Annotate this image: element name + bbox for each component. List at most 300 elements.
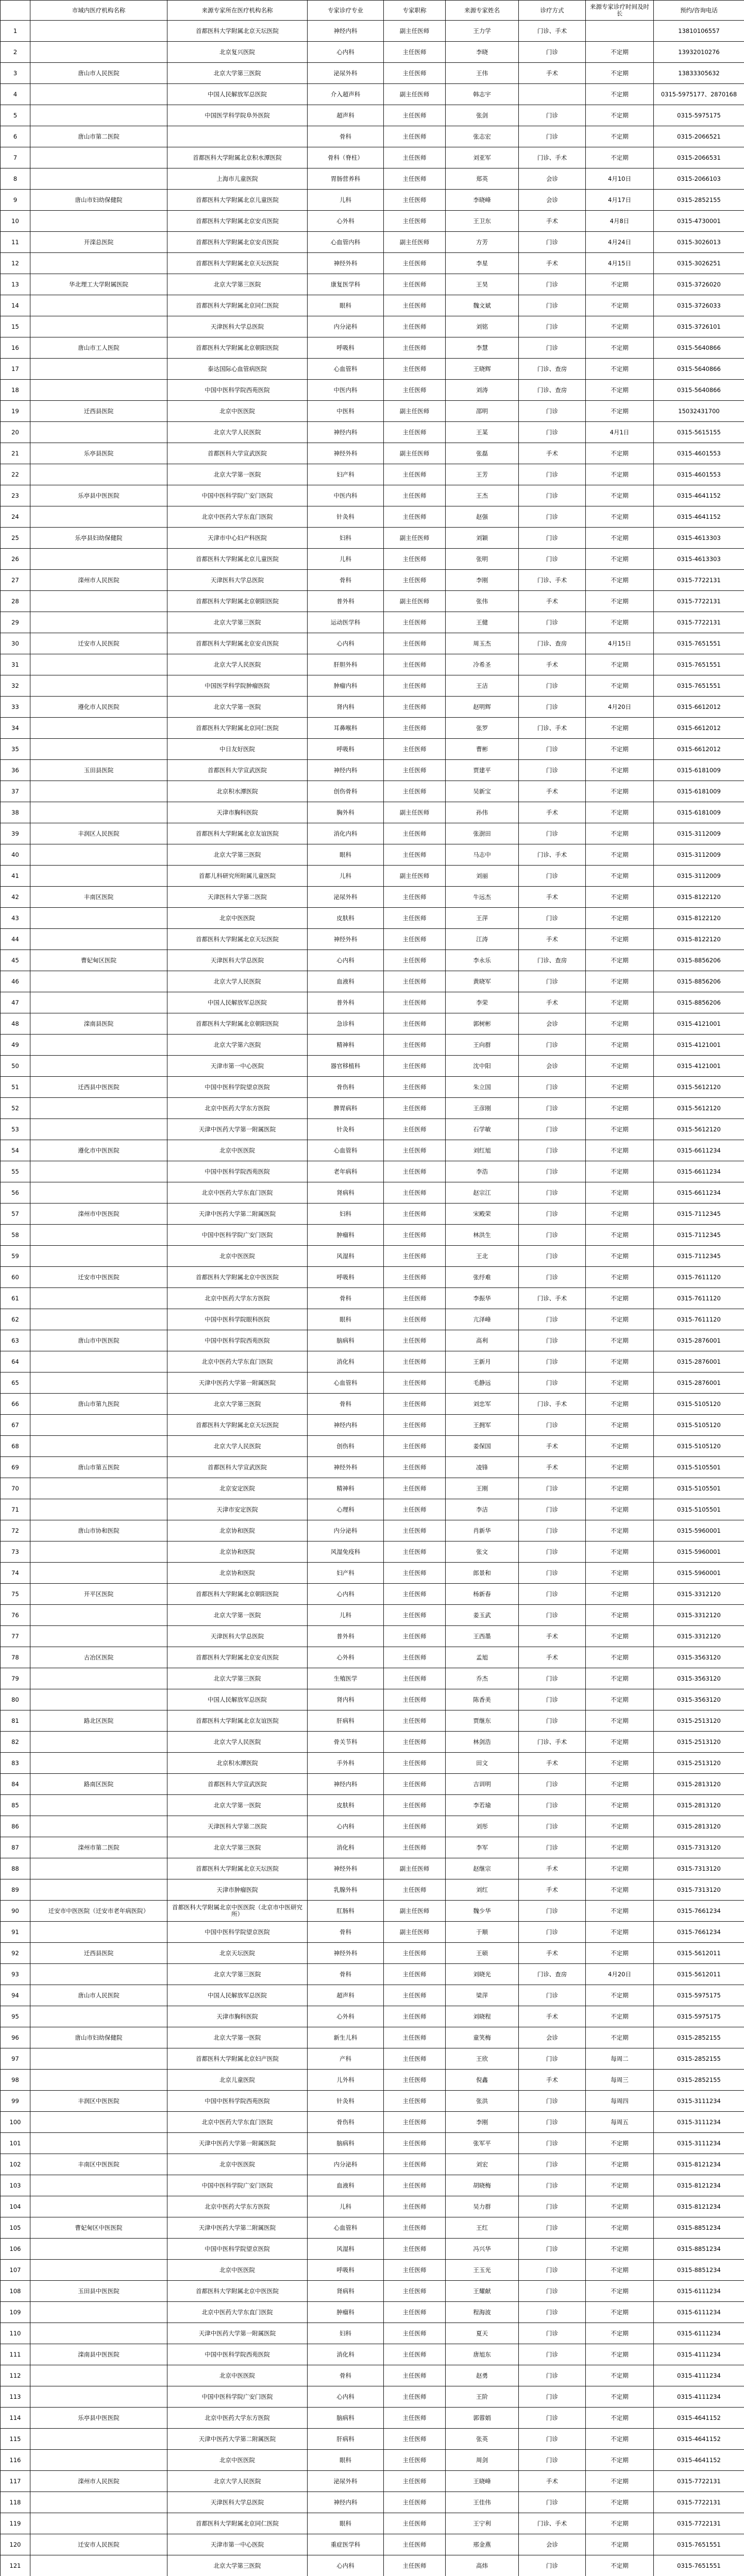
cell-expert-name: 高利 [446,1330,519,1351]
cell-title: 主任医师 [384,1837,446,1858]
cell-source-hospital: 北京中医医院 [167,401,308,422]
cell-phone: 0315-3312120 [654,1626,744,1647]
cell-title: 主任医师 [384,2006,446,2027]
cell-specialty: 脾胃病科 [308,1098,384,1119]
cell-index: 78 [1,1647,30,1668]
cell-source-hospital: 首都医科大学宣武医院 [167,1774,308,1795]
cell-expert-name: 王力学 [446,21,519,42]
cell-specialty: 神经内科 [308,422,384,443]
cell-date: 不定期 [586,1056,654,1077]
cell-city-hospital: 曹妃甸区医院 [30,950,167,971]
cell-city-hospital: 唐山市妇幼保健院 [30,2027,167,2048]
cell-expert-name: 周剑 [446,2450,519,2471]
cell-title: 主任医师 [384,2281,446,2302]
cell-expert-name: 王新月 [446,1351,519,1372]
cell-city-hospital: 遵化市人民医院 [30,697,167,718]
cell-index: 101 [1,2133,30,2154]
cell-phone: 0315-8121234 [654,2175,744,2196]
cell-index: 31 [1,654,30,675]
cell-city-hospital [30,1795,167,1816]
cell-source-hospital: 北京积水潭医院 [167,1753,308,1774]
cell-index: 22 [1,464,30,485]
cell-source-hospital: 首都医科大学附属北京天坛医院 [167,253,308,274]
cell-expert-name: 王拥军 [446,1415,519,1436]
table-row [1,295,744,316]
table-row [1,1267,744,1288]
cell-phone: 0315-7611120 [654,1309,744,1330]
cell-index: 3 [1,63,30,84]
cell-date: 不定期 [586,1732,654,1753]
table-row [1,929,744,950]
cell-source-hospital: 中国中医科学院眼科医院 [167,1309,308,1330]
cell-date: 每周五 [586,2112,654,2133]
cell-date: 不定期 [586,1626,654,1647]
cell-phone: 0315-7651551 [654,675,744,697]
cell-expert-name: 王萍 [446,908,519,929]
cell-specialty: 消化科 [308,1351,384,1372]
table-row [1,2365,744,2386]
cell-city-hospital: 迁西县医院 [30,1943,167,1964]
cell-city-hospital: 路北区医院 [30,1710,167,1732]
cell-city-hospital [30,1182,167,1204]
cell-specialty: 风湿科 [308,1246,384,1267]
cell-phone: 0315-7112345 [654,1225,744,1246]
table-row [1,1710,744,1732]
cell-date: 不定期 [586,2555,654,2576]
cell-title: 主任医师 [384,1225,446,1246]
cell-city-hospital [30,1246,167,1267]
cell-city-hospital: 华北理工大学附属医院 [30,274,167,295]
cell-expert-name: 马志中 [446,844,519,866]
cell-source-hospital: 中国医学科学院肿瘤医院 [167,675,308,697]
cell-date: 不定期 [586,1943,654,1964]
cell-source-hospital: 北京中医药大学东直门医院 [167,2112,308,2133]
table-row [1,1985,744,2006]
cell-clinic-type: 门诊 [519,612,586,633]
cell-date: 不定期 [586,823,654,844]
cell-title: 主任医师 [384,633,446,654]
table-row [1,2513,744,2534]
cell-specialty: 神经外科 [308,1858,384,1879]
cell-date: 不定期 [586,1119,654,1140]
cell-source-hospital: 北京大学第一医院 [167,2027,308,2048]
cell-phone: 0315-7661234 [654,1901,744,1922]
cell-source-hospital: 首都医科大学附属北京天坛医院 [167,21,308,42]
cell-source-hospital: 北京大学人民医院 [167,971,308,992]
cell-specialty: 泌尿外科 [308,63,384,84]
cell-city-hospital [30,1668,167,1689]
cell-clinic-type: 手术 [519,654,586,675]
cell-source-hospital: 中国中医科学院望京医院 [167,1922,308,1943]
cell-date: 4月15日 [586,253,654,274]
cell-phone: 0315-4111234 [654,2365,744,2386]
cell-title: 主任医师 [384,2555,446,2576]
cell-city-hospital [30,2492,167,2513]
cell-source-hospital: 首都医科大学附属北京中医医院（北京市中医研究所） [167,1901,308,1922]
cell-clinic-type: 门诊 [519,675,586,697]
cell-specialty: 骨伤科 [308,2112,384,2133]
cell-clinic-type: 门诊 [519,1351,586,1372]
table-row [1,1520,744,1541]
cell-city-hospital: 曹妃甸区中医医院 [30,2217,167,2239]
cell-city-hospital [30,1858,167,1879]
cell-date: 不定期 [586,1013,654,1035]
cell-date: 不定期 [586,1753,654,1774]
cell-phone: 0315-3312120 [654,1605,744,1626]
cell-date: 不定期 [586,1985,654,2006]
cell-source-hospital: 北京中医医院 [167,2450,308,2471]
table-row [1,1858,744,1879]
cell-date: 不定期 [586,359,654,380]
cell-phone: 0315-4111234 [654,2344,744,2365]
table-row [1,1394,744,1415]
cell-date: 不定期 [586,549,654,570]
cell-city-hospital: 古冶区医院 [30,1647,167,1668]
cell-specialty: 神经内科 [308,2492,384,2513]
cell-clinic-type: 门诊 [519,1922,586,1943]
cell-clinic-type: 门诊 [519,760,586,781]
table-row [1,1140,744,1161]
table-row [1,1816,744,1837]
cell-source-hospital: 北京大学人民医院 [167,422,308,443]
cell-title: 主任医师 [384,2260,446,2281]
cell-city-hospital: 玉田县医院 [30,760,167,781]
cell-phone: 0315-7722131 [654,570,744,591]
table-row [1,2492,744,2513]
cell-index: 98 [1,2070,30,2091]
table-row [1,570,744,591]
cell-expert-name: 王伟 [446,63,519,84]
cell-phone: 0315-7313120 [654,1837,744,1858]
cell-source-hospital: 首都医科大学附属北京安贞医院 [167,1647,308,1668]
cell-index: 77 [1,1626,30,1647]
cell-city-hospital [30,2070,167,2091]
cell-specialty: 针灸科 [308,506,384,528]
cell-date: 不定期 [586,528,654,549]
cell-clinic-type: 门诊 [519,126,586,147]
cell-city-hospital: 滦南县中医医院 [30,2344,167,2365]
cell-date: 不定期 [586,1858,654,1879]
cell-index: 93 [1,1964,30,1985]
cell-index: 84 [1,1774,30,1795]
table-row [1,1689,744,1710]
cell-clinic-type: 门诊 [519,1985,586,2006]
cell-date: 不定期 [586,2386,654,2408]
cell-index: 49 [1,1035,30,1056]
cell-expert-name: 张洪 [446,2091,519,2112]
cell-clinic-type: 门诊 [519,2217,586,2239]
cell-title: 主任医师 [384,1035,446,1056]
table-row [1,1330,744,1351]
cell-expert-name: 刘红 [446,1879,519,1901]
cell-phone: 0315-5105501 [654,1478,744,1499]
table-row [1,1436,744,1457]
cell-title: 主任医师 [384,126,446,147]
cell-specialty: 眼科 [308,2513,384,2534]
cell-clinic-type: 门诊 [519,2091,586,2112]
header-specialty: 专家诊疗专业 [308,1,384,21]
cell-date: 不定期 [586,1901,654,1922]
cell-clinic-type: 门诊 [519,1816,586,1837]
cell-title: 主任医师 [384,1985,446,2006]
cell-date: 不定期 [586,2323,654,2344]
table-row [1,1013,744,1035]
table-row [1,1161,744,1182]
cell-specialty: 神经外科 [308,443,384,464]
cell-city-hospital [30,84,167,105]
cell-specialty: 骨科 [308,1964,384,1985]
cell-title: 主任医师 [384,147,446,168]
table-row [1,1204,744,1225]
cell-specialty: 妇科 [308,528,384,549]
cell-phone: 0315-2813120 [654,1774,744,1795]
table-row [1,1879,744,1901]
cell-specialty: 血液科 [308,971,384,992]
table-row [1,2555,744,2576]
cell-phone: 0315-3026251 [654,253,744,274]
cell-expert-name: 梁萍 [446,1985,519,2006]
cell-title: 主任医师 [384,654,446,675]
cell-date: 不定期 [586,2302,654,2323]
cell-title: 主任医师 [384,823,446,844]
cell-source-hospital: 首都儿科研究所附属儿童医院 [167,866,308,887]
cell-date: 不定期 [586,147,654,168]
cell-expert-name: 李晓 [446,42,519,63]
cell-specialty: 儿科 [308,549,384,570]
cell-index: 81 [1,1710,30,1732]
cell-date: 不定期 [586,126,654,147]
cell-date: 不定期 [586,1288,654,1309]
cell-source-hospital: 首都医科大学附属北京天坛医院 [167,929,308,950]
cell-source-hospital: 首都医科大学附属北京中医医院 [167,2281,308,2302]
cell-specialty: 骨科 [308,1922,384,1943]
cell-city-hospital: 乐亭县医院 [30,443,167,464]
table-row [1,675,744,697]
cell-phone: 0315-6111234 [654,2302,744,2323]
cell-date: 每周三 [586,2070,654,2091]
table-row [1,844,744,866]
cell-date: 不定期 [586,2450,654,2471]
cell-source-hospital: 北京中医医院 [167,2365,308,2386]
cell-clinic-type: 手术 [519,2006,586,2027]
cell-index: 83 [1,1753,30,1774]
cell-city-hospital [30,211,167,232]
cell-phone: 0315-8851234 [654,2217,744,2239]
cell-phone: 0315-7651551 [654,2555,744,2576]
table-row [1,1668,744,1689]
cell-title: 主任医师 [384,1563,446,1584]
table-row [1,2048,744,2070]
cell-index: 41 [1,866,30,887]
cell-source-hospital: 中国中医科学院望京医院 [167,1077,308,1098]
cell-city-hospital [30,1098,167,1119]
cell-date: 不定期 [586,84,654,105]
cell-title: 主任医师 [384,2239,446,2260]
cell-title: 主任医师 [384,760,446,781]
cell-specialty: 妇科 [308,1204,384,1225]
cell-date: 不定期 [586,2196,654,2217]
cell-index: 66 [1,1394,30,1415]
cell-specialty: 骨科 [308,2365,384,2386]
cell-specialty: 肾内科 [308,1689,384,1710]
cell-title: 主任医师 [384,1013,446,1035]
cell-index: 92 [1,1943,30,1964]
table-row [1,2344,744,2365]
cell-date: 不定期 [586,105,654,126]
cell-source-hospital: 北京中医医院 [167,2260,308,2281]
cell-clinic-type: 门诊 [519,1309,586,1330]
cell-clinic-type: 手术 [519,1858,586,1879]
cell-source-hospital: 天津医科大学总医院 [167,316,308,337]
table-row [1,739,744,760]
cell-clinic-type: 门诊 [519,2175,586,2196]
cell-date: 不定期 [586,950,654,971]
cell-index: 12 [1,253,30,274]
cell-city-hospital: 乐亭县妇幼保健院 [30,528,167,549]
cell-index: 51 [1,1077,30,1098]
cell-city-hospital [30,1035,167,1056]
cell-clinic-type: 门诊、手术 [519,570,586,591]
cell-date: 不定期 [586,2344,654,2365]
cell-title: 主任医师 [384,1689,446,1710]
cell-index: 97 [1,2048,30,2070]
cell-source-hospital: 中国中医科学院西苑医院 [167,1161,308,1182]
cell-phone: 0315-6181009 [654,781,744,802]
cell-expert-name: 童笑梅 [446,2027,519,2048]
cell-city-hospital [30,844,167,866]
cell-date: 不定期 [586,1837,654,1858]
cell-date: 不定期 [586,2281,654,2302]
cell-specialty: 老年病科 [308,1161,384,1182]
table-row [1,591,744,612]
cell-source-hospital: 中日友好医院 [167,739,308,760]
cell-phone: 0315-2066521 [654,126,744,147]
table-row [1,2429,744,2450]
cell-phone: 0315-4613303 [654,549,744,570]
cell-expert-name: 王洁 [446,675,519,697]
cell-clinic-type: 手术 [519,63,586,84]
cell-expert-name: 李振华 [446,1288,519,1309]
table-row [1,2302,744,2323]
cell-source-hospital: 首都医科大学附属北京同仁医院 [167,295,308,316]
cell-phone: 0315-5615155 [654,422,744,443]
table-row [1,1035,744,1056]
cell-specialty: 心外科 [308,2006,384,2027]
cell-source-hospital: 北京大学第三医院 [167,1837,308,1858]
cell-title: 副主任医师 [384,1858,446,1879]
cell-clinic-type: 门诊 [519,1415,586,1436]
table-row [1,2196,744,2217]
cell-title: 主任医师 [384,1351,446,1372]
cell-phone: 0315-7722131 [654,2471,744,2492]
cell-clinic-type: 门诊 [519,1267,586,1288]
cell-specialty: 器官移植科 [308,1056,384,1077]
cell-date: 不定期 [586,1182,654,1204]
cell-city-hospital [30,42,167,63]
cell-date: 4月20日 [586,1964,654,1985]
table-row [1,1922,744,1943]
cell-clinic-type: 门诊 [519,1584,586,1605]
cell-source-hospital: 天津市第一中心医院 [167,1056,308,1077]
cell-clinic-type: 门诊 [519,1689,586,1710]
cell-specialty: 血液科 [308,2175,384,2196]
cell-clinic-type: 门诊 [519,1541,586,1563]
cell-expert-name: 孙伟 [446,802,519,823]
cell-specialty: 创伤骨科 [308,781,384,802]
table-row [1,1077,744,1098]
cell-clinic-type: 会诊 [519,1056,586,1077]
cell-city-hospital [30,929,167,950]
table-row [1,887,744,908]
table-row [1,464,744,485]
table-row [1,1415,744,1436]
table-row [1,1795,744,1816]
cell-source-hospital: 北京大学第三医院 [167,1394,308,1415]
cell-expert-name: 李军 [446,1837,519,1858]
cell-specialty: 妇产科 [308,1563,384,1584]
cell-source-hospital: 首都医科大学附属北京朝阳医院 [167,591,308,612]
cell-phone: 0315-5975175 [654,2006,744,2027]
cell-expert-name: 王向群 [446,1035,519,1056]
table-row [1,1457,744,1478]
cell-expert-name: 乔杰 [446,1668,519,1689]
cell-date [586,21,654,42]
cell-specialty: 胸外科 [308,802,384,823]
cell-date: 不定期 [586,401,654,422]
cell-index: 24 [1,506,30,528]
cell-title: 主任医师 [384,485,446,506]
cell-phone: 0315-4641152 [654,2429,744,2450]
cell-phone: 0315-4121001 [654,1056,744,1077]
cell-title: 主任医师 [384,1077,446,1098]
cell-date: 不定期 [586,1584,654,1605]
cell-phone: 0315-7651551 [654,633,744,654]
cell-index: 103 [1,2175,30,2196]
table-row [1,2112,744,2133]
cell-date: 不定期 [586,1436,654,1457]
cell-source-hospital: 天津中医药大学第二附属医院 [167,2429,308,2450]
cell-clinic-type: 手术 [519,1879,586,1901]
table-row [1,105,744,126]
cell-title: 主任医师 [384,1478,446,1499]
cell-expert-name: 李晓峰 [446,190,519,211]
cell-specialty: 神经外科 [308,253,384,274]
cell-index: 54 [1,1140,30,1161]
cell-source-hospital: 北京大学第一医院 [167,1605,308,1626]
cell-clinic-type: 门诊 [519,1520,586,1541]
table-row [1,42,744,63]
table-row [1,823,744,844]
cell-phone: 0315-7611120 [654,1288,744,1309]
cell-source-hospital: 天津医科大学第二医院 [167,1816,308,1837]
cell-city-hospital [30,147,167,168]
cell-clinic-type: 门诊 [519,2450,586,2471]
cell-phone: 0315-2513120 [654,1732,744,1753]
cell-city-hospital [30,1816,167,1837]
cell-expert-name: 胡晓梅 [446,2175,519,2196]
cell-date: 不定期 [586,971,654,992]
cell-city-hospital: 迁安市人民医院 [30,633,167,654]
cell-title: 主任医师 [384,950,446,971]
cell-date: 不定期 [586,1710,654,1732]
cell-specialty: 消化科 [308,2344,384,2365]
cell-phone: 0315-6611234 [654,1161,744,1182]
cell-city-hospital [30,591,167,612]
cell-clinic-type: 门诊 [519,1204,586,1225]
cell-title: 主任医师 [384,2091,446,2112]
cell-specialty: 肿瘤科 [308,1225,384,1246]
cell-index: 107 [1,2260,30,2281]
